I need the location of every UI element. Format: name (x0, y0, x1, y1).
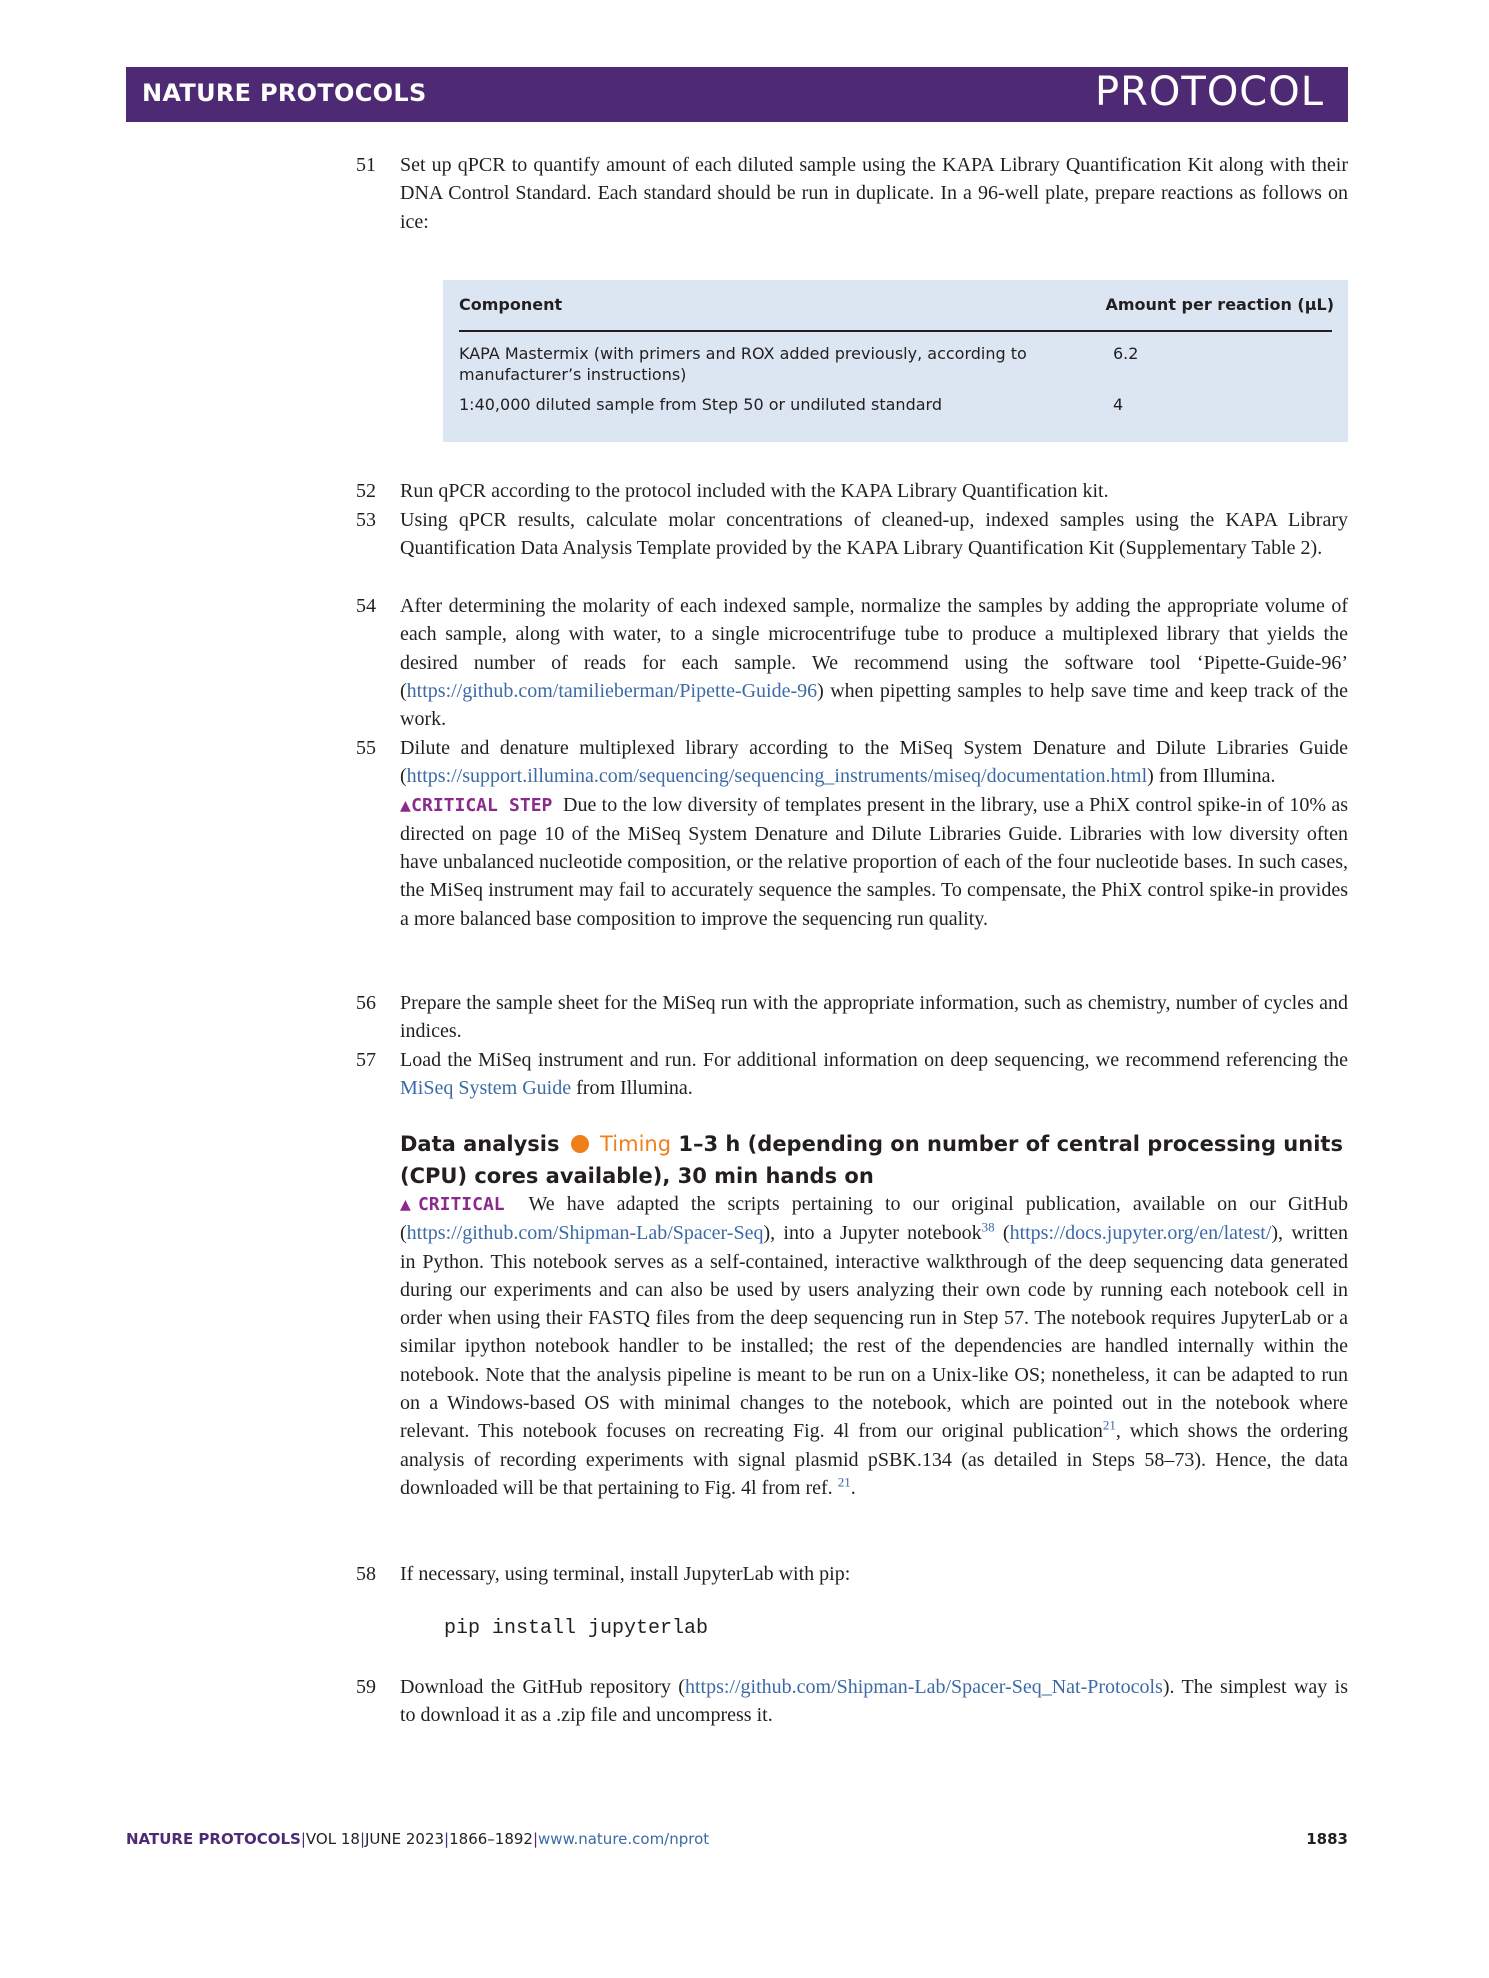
step-number: 57 (356, 1049, 376, 1071)
reference-38[interactable]: 38 (981, 1219, 995, 1235)
paragraph-text: We have adapted the scripts pertaining to our original publication, available on our GitHub ( (400, 1193, 1348, 1245)
timing-label: Timing (600, 1132, 672, 1156)
spacer-seq-link[interactable]: https://github.com/Shipman-Lab/Spacer-Seq (406, 1222, 764, 1245)
step-number: 54 (356, 595, 376, 617)
step-number: 53 (356, 509, 376, 531)
page-number: 1883 (1306, 1830, 1348, 1848)
step-59 (356, 1673, 1348, 1730)
paragraph-text: , which shows the ordering analysis of recording experiments with signal plasmid pSBK.134 (as detailed in Steps 58–73). Hence, the data downloaded will be that pertaining to Fig. 4l from ref. (400, 1420, 1348, 1499)
github-repo-link[interactable]: https://github.com/Shipman-Lab/Spacer-Seq_Nat-Protocols (684, 1676, 1163, 1698)
step-text: If necessary, using terminal, install JupyterLab with pip: (400, 1563, 851, 1585)
step-number: 55 (356, 737, 376, 759)
footer-url[interactable]: www.nature.com/nprot (538, 1830, 710, 1848)
step-56 (356, 989, 1348, 1046)
step-number: 52 (356, 480, 376, 502)
critical-step-label: ▲CRITICAL STEP (400, 794, 553, 816)
step-number: 56 (356, 992, 376, 1014)
critical-step-text: Due to the low diversity of templates present in the library, use a PhiX control spike-in of 10% as directed on page 10 of the MiSeq System Denature and Dilute Libraries Guide. Libraries with low diversity often have unbalanced nucleotide composition, or the relative proportion of each of the four nucleotide bases. In such cases, the MiSeq instrument may fail to accurately sequence the samples. To compensate, the PhiX control spike-in provides a more balanced base composition to improve the sequencing run quality. (400, 793, 1348, 930)
step-text: Run qPCR according to the protocol included with the KAPA Library Quantification kit. (400, 480, 1109, 502)
step-text: Using qPCR results, calculate molar concentrations of cleaned-up, indexed samples using the KAPA Library Quantification Data Analysis Template provided by the KAPA Library Quantification Kit (Supplementary Table 2). (400, 509, 1348, 560)
step-number: 51 (356, 154, 376, 176)
reaction-table (443, 280, 1348, 442)
footer-journal: NATURE PROTOCOLS (126, 1830, 301, 1848)
step-53 (356, 506, 1348, 563)
paragraph-text: ( (994, 1222, 1010, 1245)
code-block: pip install jupyterlab (444, 1617, 709, 1640)
step-55 (356, 734, 1348, 933)
journal-name: NATURE PROTOCOLS (142, 79, 427, 107)
table-header-rule (459, 330, 1332, 332)
table-row-2-amount: 4 (1113, 395, 1124, 414)
table-row-1-component: KAPA Mastermix (with primers and ROX added previously, according to manufacturer’s instructions) (459, 344, 1027, 384)
critical-label: ▲CRITICAL (400, 1194, 505, 1215)
footer-date: JUNE 2023 (365, 1830, 445, 1848)
footer-pages: 1866–1892 (449, 1830, 533, 1848)
article-type-label: PROTOCOL (1094, 69, 1324, 115)
table-row-1-amount: 6.2 (1113, 344, 1139, 363)
step-text: Download the GitHub repository ( (400, 1676, 685, 1698)
reference-21b[interactable]: 21 (837, 1474, 851, 1490)
table-header-amount: Amount per reaction (µL) (1105, 295, 1334, 314)
paragraph-text: . (850, 1476, 856, 1499)
section-title: Data analysis (400, 1132, 560, 1156)
reference-21[interactable]: 21 (1102, 1417, 1116, 1433)
step-text: Load the MiSeq instrument and run. For additional information on deep sequencing, we recommend referencing the (400, 1049, 1348, 1071)
critical-step-note (400, 791, 1348, 933)
paragraph-text: ), written in Python. This notebook serves as a self-contained, interactive walkthrough of the deep sequencing data generated during our experiments and can also be used by users analyzing their own code by running each notebook cell in order when using their FASTQ files from the deep sequencing run in Step 57. The notebook requires JupyterLab or a similar ipython notebook handler to be installed; the rest of the dependencies are handled internally within the notebook. Note that the analysis pipeline is meant to be run on a Unix-like OS; nonetheless, it can be adapted to run on a Windows-based OS with minimal changes to the notebook, which are pointed out in the notebook where relevant. This notebook focuses on recreating Fig. 4l from our original publication (400, 1222, 1348, 1443)
step-text-cont: from Illumina. (571, 1077, 693, 1100)
step-54 (356, 592, 1348, 733)
step-57 (356, 1046, 1348, 1103)
step-text: Dilute and denature multiplexed library according to the MiSeq System Denature and Dilute Libraries Guide ( (400, 737, 1348, 788)
critical-paragraph (400, 1190, 1348, 1502)
step-text-cont: ) from Illumina. (1147, 765, 1276, 788)
header-bar (126, 67, 1348, 122)
table-row-2-component: 1:40,000 diluted sample from Step 50 or undiluted standard (459, 395, 942, 414)
step-51 (356, 151, 1348, 236)
step-number: 59 (356, 1676, 376, 1698)
table-header-component: Component (459, 295, 563, 314)
step-text: Set up qPCR to quantify amount of each diluted sample using the KAPA Library Quantification Kit along with their DNA Control Standard. Each standard should be run in duplicate. In a 96-well plate, prepare reactions as follows on ice: (400, 154, 1348, 233)
jupyter-docs-link[interactable]: https://docs.jupyter.org/en/latest/ (1009, 1222, 1272, 1245)
page-footer: NATURE PROTOCOLS|VOL 18|JUNE 2023|1866–1892|www.nature.com/nprot 1883 (126, 1830, 1348, 1848)
miseq-guide-link[interactable]: MiSeq System Guide (400, 1077, 572, 1100)
step-text-cont: ). The simplest way is to download it as a .zip file and uncompress it. (400, 1676, 1348, 1727)
pipette-guide-link[interactable]: https://github.com/tamilieberman/Pipette-Guide-96 (406, 679, 818, 702)
step-52 (356, 477, 1348, 505)
step-text: After determining the molarity of each indexed sample, normalize the samples by adding the appropriate volume of each sample, along with water, to a single microcentrifuge tube to produce a multiplexed library that yields the desired number of reads for each sample. We recommend using the software tool ‘Pipette-Guide-96’ ( (400, 595, 1348, 702)
paragraph-text: ), into a Jupyter notebook (763, 1222, 982, 1245)
step-text-cont: ) when pipetting samples to help save time and keep track of the work. (400, 679, 1348, 731)
step-number: 58 (356, 1563, 376, 1585)
step-58 (356, 1560, 1348, 1588)
illumina-guide-link[interactable]: https://support.illumina.com/sequencing/sequencing_instruments/miseq/documentation.html (406, 765, 1148, 788)
section-heading-data-analysis (400, 1128, 1348, 1192)
timing-text: 1–3 h (depending on number of central processing units (CPU) cores available), 30 min hands on (400, 1132, 1343, 1188)
step-text: Prepare the sample sheet for the MiSeq run with the appropriate information, such as chemistry, number of cycles and indices. (400, 992, 1348, 1043)
footer-volume: VOL 18 (305, 1830, 360, 1848)
timing-icon (571, 1135, 589, 1153)
